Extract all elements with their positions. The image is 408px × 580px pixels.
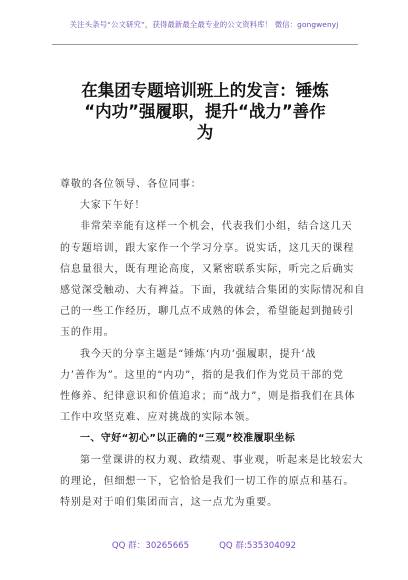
paragraph-line: 非常荣幸能有这样一个机会，代表我们小组，结合这几天 <box>80 221 353 233</box>
footer-qq-group-1: QQ 群：30265665 <box>111 541 190 551</box>
paragraph-intro <box>60 216 366 343</box>
header-promo-note: 关注头条号“公文研究”，获得最新最全最专业的公文资料库！ 微信：gongwenyj <box>69 20 339 29</box>
greeting <box>60 195 356 216</box>
paragraph-line: 性修养、纪律意识和价值追求；而“战力”，则是指我们在具体 <box>60 391 356 403</box>
paragraph-line: 力’善作为”。这里的“内功”，指的是我们作为党员干部的党 <box>60 369 344 381</box>
paragraph-line: 我今天的分享主题是“锤炼‘内功’强履职，提升‘战 <box>80 348 317 360</box>
paragraph-section1 <box>60 450 364 514</box>
paragraph-line: 的理论，但细想一下，它恰恰是我们一切工作的原点和基石。 <box>60 475 355 487</box>
paragraph-line: 的专题培训，跟大家作一个学习分享。说实话，这几天的课程 <box>60 242 355 254</box>
document-body <box>60 174 366 513</box>
salutation-text: 尊敬的各位领导、各位同事： <box>60 179 202 190</box>
document-title <box>52 80 358 143</box>
paragraph-line: 特别是对于咱们集团而言，这一点尤为重要。 <box>60 497 278 509</box>
section-heading <box>60 428 356 449</box>
header-divider <box>52 44 358 45</box>
paragraph-line: 第一堂课讲的权力观、政绩观、事业观，听起来是比较宏大 <box>80 454 364 466</box>
paragraph-line: 信息量很大，既有理论高度，又紧密联系实际，听完之后确实 <box>60 263 355 275</box>
section-heading-text: 一、守好“初心”以正确的“三观”校准履职坐标 <box>80 433 296 445</box>
footer-contact <box>0 539 408 551</box>
title-line: “内功”强履职，提升“战力”善作 <box>84 102 326 121</box>
title-line: 为 <box>196 123 214 142</box>
paragraph-line: 工作中攻坚克难、应对挑战的实际本领。 <box>60 412 257 424</box>
paragraph-line: 己的一些工作经历，聊几点不成熟的体会，希望能起到抛砖引 <box>60 306 355 318</box>
paragraph-line: 玉的作用。 <box>60 327 115 339</box>
paragraph-theme <box>60 344 356 429</box>
salutation <box>60 174 356 195</box>
title-line: 在集团专题培训班上的发言：锤炼 <box>81 81 329 100</box>
greeting-text: 大家下午好！ <box>80 200 146 212</box>
footer-qq-group-2: QQ 群:535304092 <box>219 541 297 551</box>
paragraph-line: 感觉深受触动、大有裨益。下面，我就结合集团的实际情况和自 <box>60 285 366 297</box>
